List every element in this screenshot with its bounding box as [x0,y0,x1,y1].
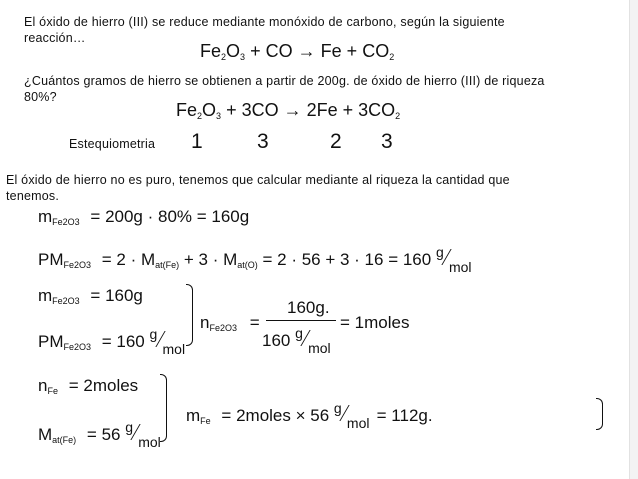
unit-g-per-mol: g mol [149,326,186,357]
stoich-coef-1: 1 [191,130,203,153]
question-line-2: 80%? [24,90,57,104]
reaction-equation-2: $Fe_2O_3 + 3CO \to 2Fe + 3CO_2$ [176,100,401,121]
calc3-moles-denominator: 160 g mol [262,326,333,352]
unit-g-per-mol: g mol [435,244,472,275]
right-brace [160,374,167,442]
reactant-fe: Fe [200,41,222,61]
calc-mass-fe2o3: $m_{Fe2O3} = 200g \cdot 80\% = 160g$ [38,207,250,227]
calc4-moles-fe: $n_{Fe}$ = 2moles [38,376,139,396]
intro-line-1: El óxido de hierro (III) se reduce mediante monóxido de carbono, según la siguiente [24,15,505,29]
stoich-coef-3: 2 [330,130,342,153]
calc4-atomic-mass: $M_{at(Fe)} = 56$ g mol [38,420,163,446]
calc3-moles-lhs: $n_{Fe2O3}$ = [200,313,260,333]
right-brace [186,284,193,346]
fraction-bar [266,320,336,321]
calc4-result: $m_{Fe}$ = 2moles × 56 g mol = 112g. [186,400,433,431]
right-brace [596,398,603,430]
reaction-equation-1: $Fe_2O_3$ + CO → $Fe + CO_2$ [200,41,395,62]
intro-line-2: reacción… [24,31,86,45]
unit-g-per-mol: g mol [125,419,161,450]
calc-molar-mass: $PM_{Fe2O3} = 2 \cdot M_{at(Fe)} + 3 \cdot M_{at(O)} = 2 \cdot 56 + 3 \cdot 16 = 160$ g mol [38,245,474,271]
purity-note-line-2: tenemos. [6,189,60,203]
slide-edge-rule [629,0,638,479]
calc3-moles-numerator: 160g. [287,298,330,317]
stoich-coef-4: 3 [381,130,393,153]
calc3-molar-mass: $PM_{Fe2O3} = 160$ g mol [38,327,188,353]
unit-g-per-mol: g mol [333,400,370,431]
stoich-coef-2: 3 [257,130,269,153]
unit-g-per-mol: g mol [295,325,331,356]
calc3-mass: $m_{Fe2O3} = 160g$ [38,286,143,306]
question-line-1: ¿Cuántos gramos de hierro se obtienen a partir de 200g. de óxido de hierro (III) de riqueza [24,74,545,88]
stoich-label: Estequiometria [69,137,156,151]
purity-note-line-1: El óxido de hierro no es puro, tenemos que calcular mediante al riqueza la cantidad que [6,173,510,187]
calc3-moles-result: = 1moles [340,313,410,332]
